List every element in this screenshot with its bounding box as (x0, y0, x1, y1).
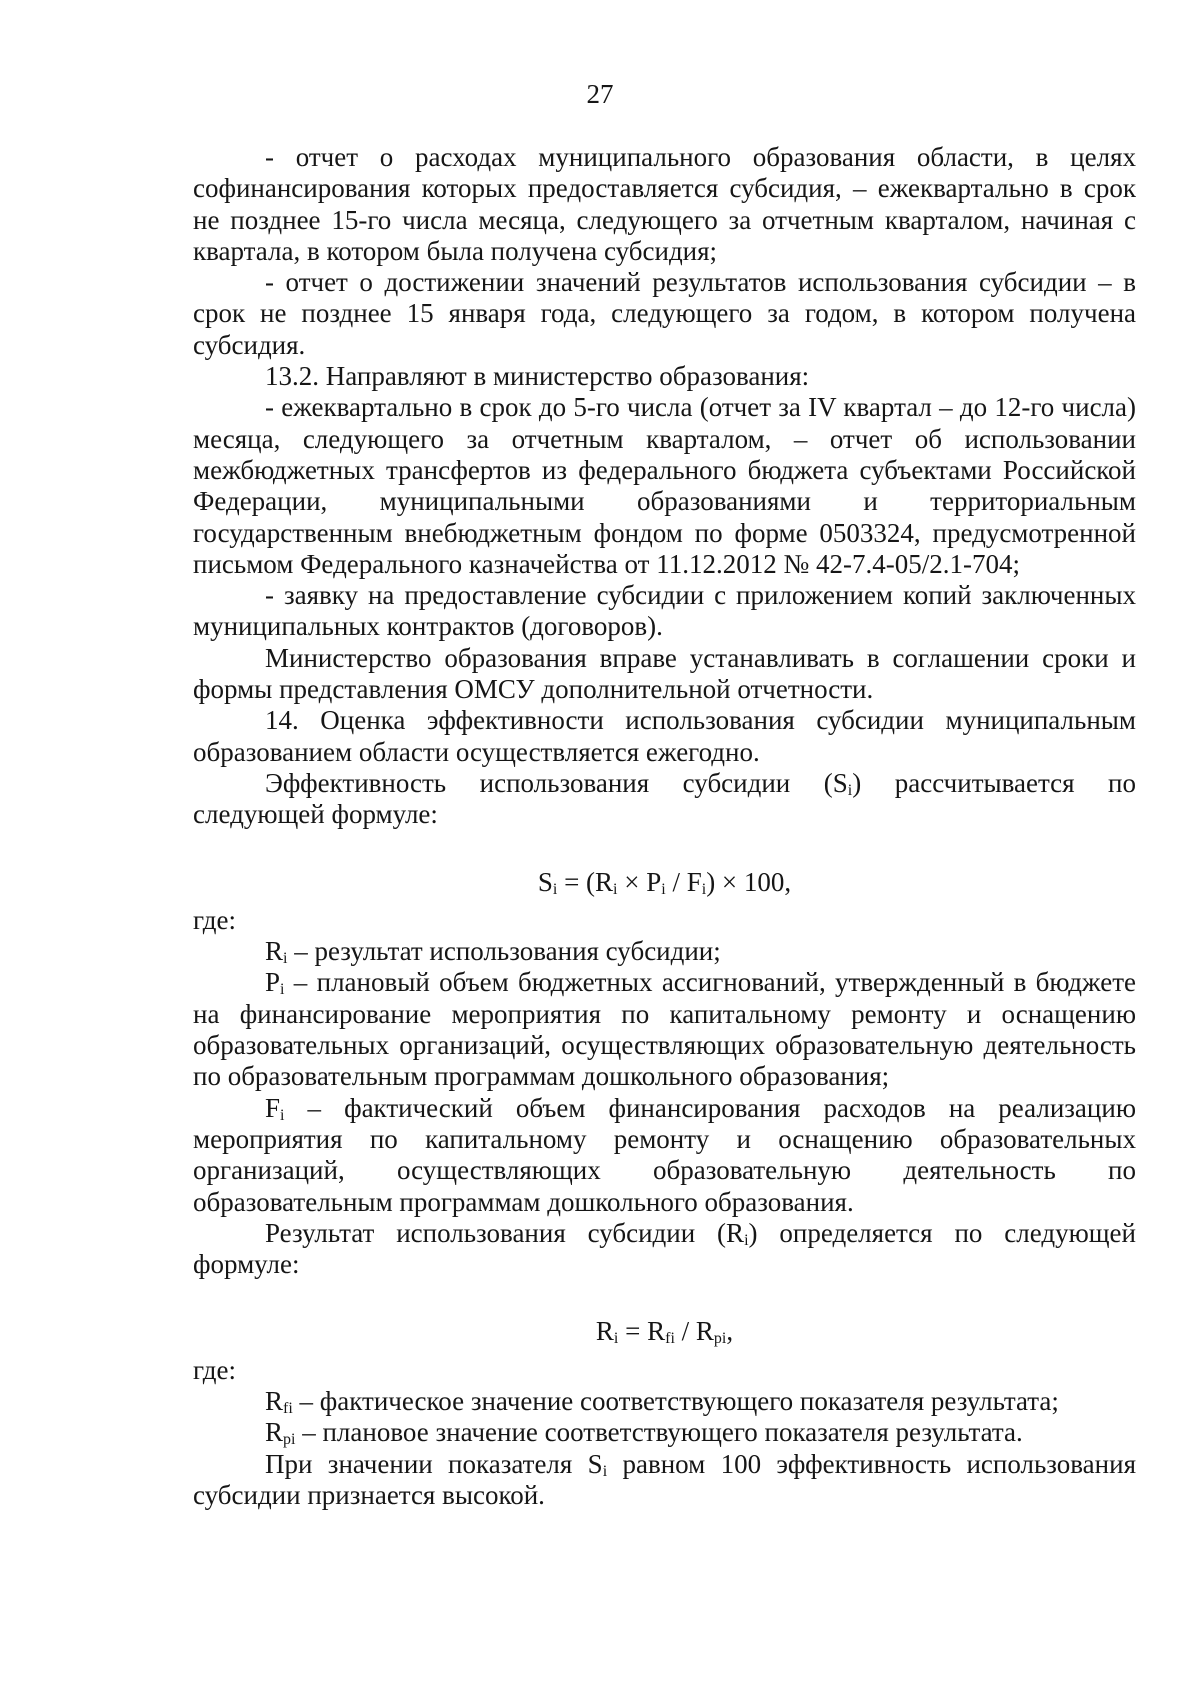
formula-part: = R (618, 1316, 666, 1347)
subscript: i (280, 1106, 285, 1124)
subscript: i (613, 1330, 619, 1348)
page-number: 27 (586, 79, 614, 109)
paragraph-result-intro (193, 1218, 1136, 1281)
formula-part: / F (665, 866, 702, 897)
subscript: fi (665, 1330, 675, 1348)
paragraph-results-report: - отчет о достижении значений результатов использования субсидии – в срок не позднее 15 января года, следующего за годом, в котором получена субсидия. (193, 267, 1136, 360)
text-part: равном 100 эффективность использования субсидии признается высокой. (193, 1448, 1136, 1510)
formula-part: / R (674, 1316, 714, 1347)
symbol: F (265, 1092, 281, 1123)
subscript: i (847, 781, 853, 799)
subscript: pi (283, 1431, 296, 1449)
formula-result (193, 1316, 1136, 1347)
paragraph-quarterly-report: - ежеквартально в срок до 5-го числа (отчет за IV квартал – до 12-го числа) месяца, следующего за отчетным кварталом, – отчет об использовании межбюджетных трансфертов из федерального бюджета субъектами Российской Федерации, муниципальными образованиями и территориальным государственным внебюджетным фондом по форме 0503324, предусмотренной письмом Федерального казначейства от 11.12.2012 № 42-7.4-05/2.1-704; (193, 392, 1136, 579)
subscript: i (602, 1462, 608, 1480)
formula-part: R (595, 1316, 614, 1347)
subscript: fi (283, 1399, 293, 1417)
symbol: R (265, 1385, 284, 1416)
text-part: ) рассчитывается по следующей формуле: (193, 767, 1137, 830)
definition-rf (193, 1386, 1136, 1417)
formula-part: S (537, 866, 553, 897)
text-part: При значении показателя S (265, 1448, 603, 1479)
formula-efficiency (193, 867, 1136, 898)
paragraph-application: - заявку на предоставление субсидии с приложением копий заключенных муниципальных контрактов (договоров). (193, 580, 1136, 642)
definition-f (193, 1093, 1136, 1218)
paragraph-expense-report: - отчет о расходах муниципального образования области, в целях софинансирования которых предоставляется субсидия, – ежеквартально в срок не позднее 15-го числа месяца, следующего за отчетным кварталом, начиная с квартала, в котором была получена субсидия; (193, 142, 1136, 266)
definition-rp (193, 1417, 1136, 1448)
definition-r (193, 936, 1136, 967)
paragraph-efficiency-intro (193, 768, 1136, 831)
definition-text: – фактическое значение соответствующего показателя результата; (292, 1385, 1059, 1416)
paragraph-conclusion (193, 1449, 1136, 1512)
definition-text: – плановый объем бюджетных ассигнований, утвержденный в бюджете на финансирование мероприятия по капитальному ремонту и оснащению образовательных организаций, осуществляющих образовательную деятельность по образовательным программам дошкольного образования; (193, 967, 1136, 1092)
subscript: i (744, 1231, 749, 1249)
subscript: i (661, 880, 666, 898)
formula-part: = (R (557, 866, 614, 897)
where-label: где: (193, 1354, 236, 1385)
definition-text: – результат использования субсидии; (287, 936, 721, 967)
paragraph-section-13-2: 13.2. Направляют в министерство образования: (265, 361, 810, 392)
text-part: Эффективность использования субсидии (S (265, 767, 848, 798)
symbol: P (265, 967, 281, 998)
where-label: где: (193, 904, 236, 935)
symbol: R (265, 936, 284, 967)
symbol: R (265, 1417, 284, 1448)
definition-p (193, 967, 1136, 1092)
text-part: ) определяется по следующей формуле: (193, 1217, 1136, 1280)
subscript: i (701, 880, 707, 898)
subscript: i (280, 981, 285, 999)
subscript: pi (713, 1330, 727, 1348)
formula-part: × P (617, 866, 662, 897)
definition-text: – фактический объем финансирования расходов на реализацию мероприятия по капитальному ремонту и оснащению образовательных организаций, осуществляющих образовательную деятельность по образовательным программам дошкольного образования. (193, 1092, 1136, 1217)
subscript: i (552, 880, 558, 898)
paragraph-ministry-rights: Министерство образования вправе устанавливать в соглашении сроки и формы представления ОМСУ дополнительной отчетности. (193, 642, 1136, 705)
subscript: i (283, 950, 288, 968)
text-part: Результат использования субсидии (R (265, 1217, 745, 1248)
formula-part: , (726, 1316, 734, 1347)
document-body (193, 142, 1136, 1511)
subscript: i (613, 880, 618, 898)
paragraph-section-14: 14. Оценка эффективности использования субсидии муниципальным образованием области осуществляется ежегодно. (193, 705, 1136, 767)
definition-text: – плановое значение соответствующего показателя результата. (295, 1417, 1023, 1448)
formula-part: ) × 100, (706, 866, 792, 897)
